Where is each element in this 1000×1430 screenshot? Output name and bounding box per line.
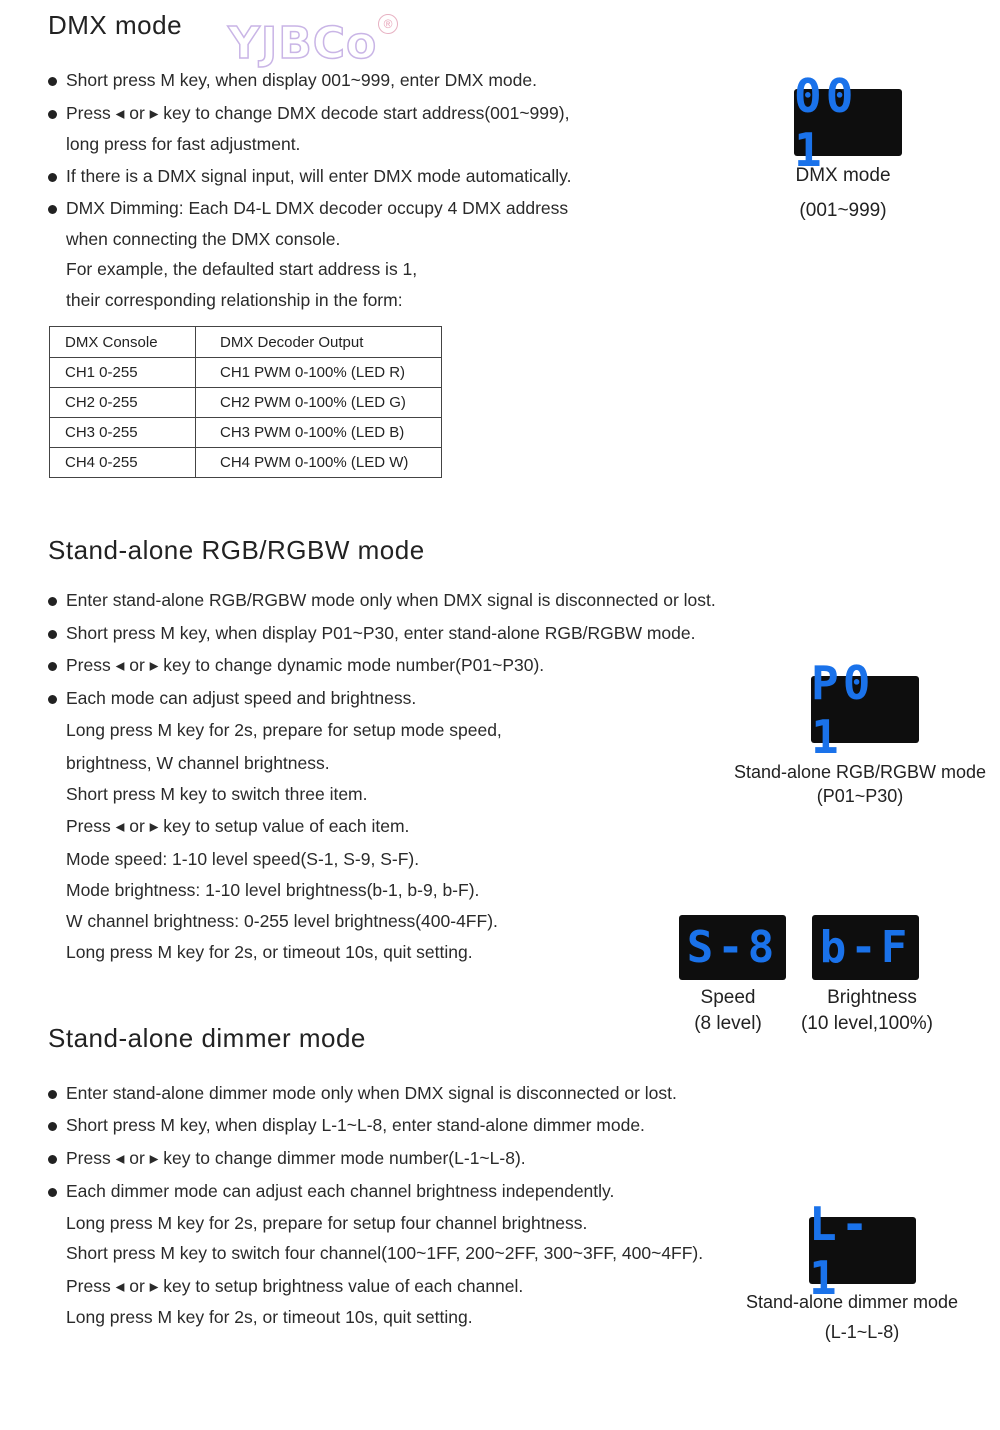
table-header-output: DMX Decoder Output (196, 327, 442, 358)
rgb-line-5: Long press M key for 2s, prepare for setup mode speed, (66, 720, 502, 740)
dimmer-line-1: Enter stand-alone dimmer mode only when DMX signal is disconnected or lost. (66, 1083, 677, 1103)
bullet-dot (48, 77, 57, 86)
dmx-line-2: Press ◂ or ▸ key to change DMX decode start address(001~999), (66, 103, 570, 123)
table-cell: CH3 0-255 (50, 418, 196, 448)
led-display-dimmer: L- 1 (809, 1217, 916, 1284)
table-row (50, 358, 442, 388)
dimmer-line-2: Short press M key, when display L-1~L-8, enter stand-alone dimmer mode. (66, 1115, 645, 1135)
dimmer-line-7: Press ◂ or ▸ key to setup brightness value of each channel. (66, 1276, 524, 1296)
led-display-rgb: P0 1 (811, 676, 919, 743)
rgb-line-10: Mode brightness: 1-10 level brightness(b-1, b-9, b-F). (66, 880, 480, 900)
dimmer-mode-title: Stand-alone dimmer mode (48, 1023, 366, 1053)
rgb-mode-title: Stand-alone RGB/RGBW mode (48, 535, 425, 565)
rgb-line-9: Mode speed: 1-10 level speed(S-1, S-9, S-F). (66, 849, 420, 869)
bullet-dot (48, 110, 57, 119)
table-row (50, 388, 442, 418)
rgb-line-8: Press ◂ or ▸ key to setup value of each item. (66, 816, 410, 836)
dimmer-line-8: Long press M key for 2s, or timeout 10s, quit setting. (66, 1307, 473, 1327)
table-cell: CH1 0-255 (50, 358, 196, 388)
table-cell: CH4 0-255 (50, 448, 196, 478)
bullet-dot (48, 1155, 57, 1164)
rgb-line-4: Each mode can adjust speed and brightness. (66, 688, 417, 708)
dmx-line-6: when connecting the DMX console. (66, 229, 341, 249)
dmx-line-4: If there is a DMX signal input, will enter DMX mode automatically. (66, 166, 572, 186)
dimmer-line-5: Long press M key for 2s, prepare for setup four channel brightness. (66, 1213, 588, 1233)
dmx-display-caption: DMX mode (795, 165, 891, 186)
rgb-line-2: Short press M key, when display P01~P30, enter stand-alone RGB/RGBW mode. (66, 623, 696, 643)
bullet-dot (48, 662, 57, 671)
dmx-display-range: (001~999) (799, 200, 887, 221)
bullet-dot (48, 1188, 57, 1197)
rgb-line-1: Enter stand-alone RGB/RGBW mode only when DMX signal is disconnected or lost. (66, 590, 716, 610)
dmx-line-1: Short press M key, when display 001~999, enter DMX mode. (66, 70, 537, 90)
dmx-mode-title: DMX mode (48, 10, 183, 40)
dmx-line-5: DMX Dimming: Each D4-L DMX decoder occupy 4 DMX address (66, 198, 569, 218)
dmx-mapping-table (49, 326, 442, 478)
rgb-display-range: (P01~P30) (816, 786, 904, 806)
dimmer-display-caption: Stand-alone dimmer mode (745, 1292, 959, 1312)
led-display-dmx: 00 1 (794, 89, 902, 156)
rgb-line-12: Long press M key for 2s, or timeout 10s, quit setting. (66, 942, 473, 962)
bullet-dot (48, 695, 57, 704)
led-display-brightness: b-F (812, 915, 919, 980)
bullet-dot (48, 1122, 57, 1131)
dimmer-display-range: (L-1~L-8) (824, 1322, 900, 1342)
rgb-line-11: W channel brightness: 0-255 level brightness(400-4FF). (66, 911, 498, 931)
rgb-line-7: Short press M key to switch three item. (66, 784, 368, 804)
speed-sub: (8 level) (694, 1013, 762, 1034)
bullet-dot (48, 205, 57, 214)
bullet-dot (48, 173, 57, 182)
dmx-line-3: long press for fast adjustment. (66, 134, 301, 154)
table-cell: CH2 0-255 (50, 388, 196, 418)
led-display-speed: S-8 (679, 915, 786, 980)
brand-logo: YJBCo (228, 18, 378, 69)
table-row (50, 448, 442, 478)
table-header-console: DMX Console (50, 327, 196, 358)
brightness-caption: Brightness (827, 987, 917, 1008)
speed-caption: Speed (700, 987, 756, 1008)
rgb-line-6: brightness, W channel brightness. (66, 753, 330, 773)
brightness-sub: (10 level,100%) (800, 1013, 934, 1034)
dmx-line-7: For example, the defaulted start address is 1, (66, 259, 418, 279)
table-cell: CH4 PWM 0-100% (LED W) (196, 448, 442, 478)
table-row (50, 418, 442, 448)
bullet-dot (48, 630, 57, 639)
rgb-line-3: Press ◂ or ▸ key to change dynamic mode number(P01~P30). (66, 655, 545, 675)
dimmer-line-6: Short press M key to switch four channel(100~1FF, 200~2FF, 300~3FF, 400~4FF). (66, 1243, 704, 1263)
dmx-line-8: their corresponding relationship in the form: (66, 290, 403, 310)
table-header-row (50, 327, 442, 358)
bullet-dot (48, 597, 57, 606)
bullet-dot (48, 1090, 57, 1099)
table-cell: CH3 PWM 0-100% (LED B) (196, 418, 442, 448)
rgb-display-caption: Stand-alone RGB/RGBW mode (733, 762, 987, 782)
table-cell: CH2 PWM 0-100% (LED G) (196, 388, 442, 418)
dimmer-line-4: Each dimmer mode can adjust each channel brightness independently. (66, 1181, 615, 1201)
dimmer-line-3: Press ◂ or ▸ key to change dimmer mode number(L-1~L-8). (66, 1148, 526, 1168)
registered-mark: ® (378, 14, 398, 34)
table-cell: CH1 PWM 0-100% (LED R) (196, 358, 442, 388)
